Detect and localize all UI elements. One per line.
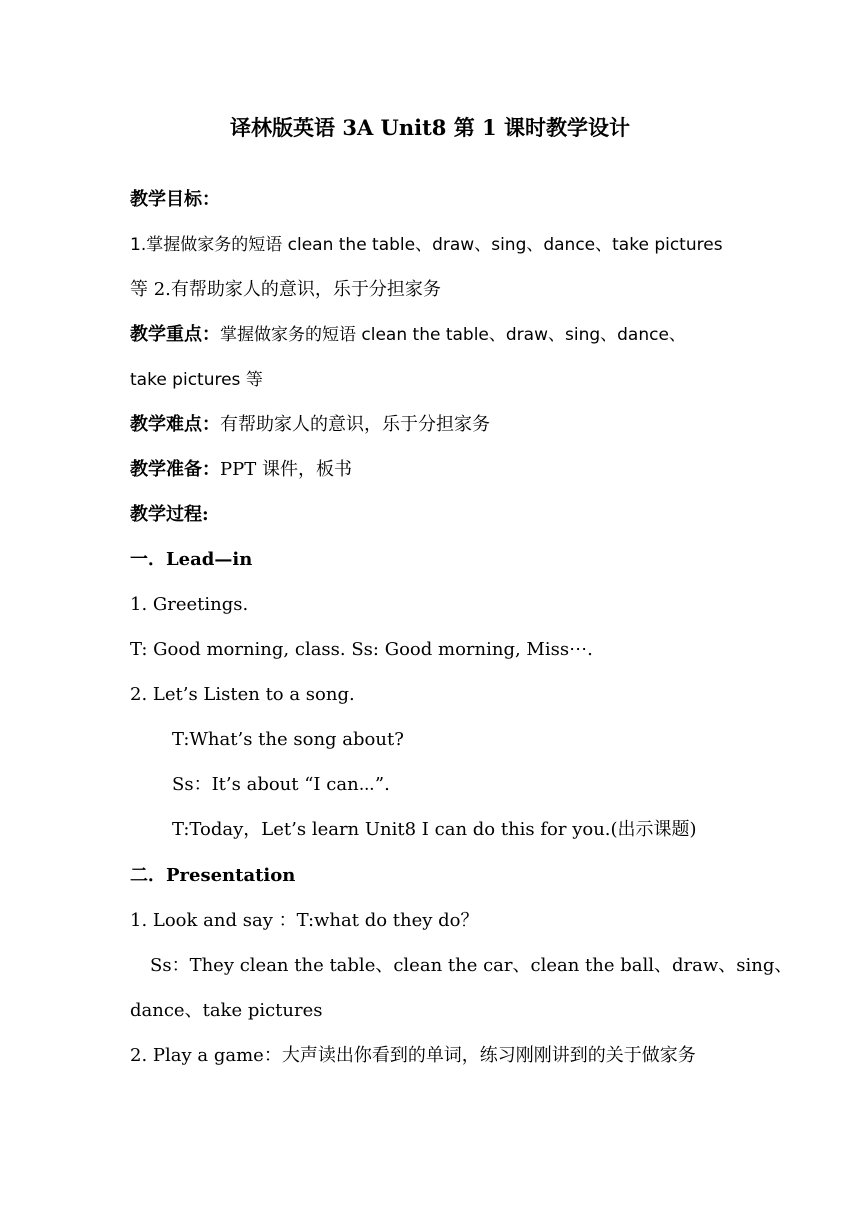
section-heading-presentation: 二．Presentation [130, 865, 296, 886]
presentation-step-2: 2. Play a game：大声读出你看到的单词，练习刚刚讲到的关于做家务 [130, 1045, 696, 1066]
lead-in-dialogue-3: Ss：It’s about “I can⋯”. [172, 774, 390, 795]
section-heading-process: 教学过程: [130, 504, 209, 525]
key-points-text: 掌握做家务的短语 clean the table、draw、sing、dance、 [220, 325, 686, 345]
lead-in-dialogue-4: T:Today，Let’s learn Unit8 I can do this for you.(出示课题) [172, 819, 697, 840]
lead-in-dialogue-1: T: Good morning, class. Ss: Good morning, Miss⋯. [130, 639, 593, 660]
difficulties-line [130, 411, 740, 439]
lead-in-step-1: 1. Greetings. [130, 594, 249, 615]
presentation-dialogue-1: Ss：They clean the table、clean the car、clean the ball、draw、sing、 [150, 955, 793, 976]
difficulties-label: 教学难点： [130, 414, 220, 435]
lead-in-dialogue-2: T:What’s the song about? [172, 729, 404, 750]
section-heading-objectives: 教学目标： [130, 189, 220, 210]
presentation-step-1: 1. Look and say ：T:what do they do？ [130, 910, 479, 931]
key-points-line-1 [130, 321, 740, 349]
page-title: 译林版英语 3A Unit8 第 1 课时教学设计 [230, 115, 630, 140]
preparation-label: 教学准备： [130, 459, 220, 480]
lead-in-step-2: 2. Let’s Listen to a song. [130, 684, 355, 705]
presentation-dialogue-2: dance、take pictures [130, 1000, 323, 1021]
preparation-line [130, 456, 740, 484]
objectives-line-2: 等 2.有帮助家人的意识，乐于分担家务 [130, 279, 441, 300]
preparation-text: PPT 课件，板书 [220, 459, 352, 480]
key-points-line-2: take pictures 等 [130, 370, 263, 390]
section-heading-lead-in: 一．Lead—in [130, 549, 253, 570]
difficulties-text: 有帮助家人的意识，乐于分担家务 [220, 414, 490, 435]
key-points-label: 教学重点： [130, 324, 220, 345]
objectives-line-1: 1.掌握做家务的短语 clean the table、draw、sing、dance、take pictures [130, 235, 723, 255]
